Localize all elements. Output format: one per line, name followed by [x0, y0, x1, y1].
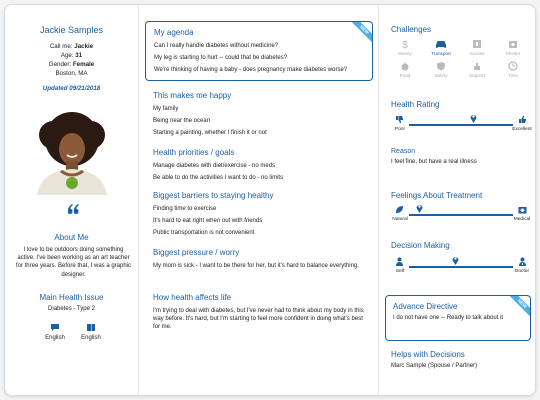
doctor-icon — [518, 257, 527, 266]
health-rating-right-label: Excellent — [512, 127, 532, 132]
apple-icon — [400, 61, 410, 71]
health-affects-text: I'm trying to deal with diabetes, but I've never had to think about my body in this way before. It's hard, but I'm starting to feel more confident in doing what's best for me. — [153, 308, 364, 331]
health-affects-title: How health affects life — [153, 293, 232, 302]
feelings-track — [409, 214, 513, 216]
decision-left-label: Self — [395, 269, 405, 274]
challenge-transport — [427, 39, 455, 56]
advance-directive-title: Advance Directive — [393, 302, 458, 311]
challenge-label: Safety — [434, 73, 448, 78]
barrier-item: It's hard to eat right when out with friends — [153, 218, 263, 225]
thumbs-up-icon — [518, 115, 527, 124]
priorities-section — [153, 148, 370, 186]
challenge-label: Shelter — [505, 51, 521, 56]
slider-pin-icon[interactable] — [452, 255, 459, 265]
advance-directive-text: I do not have one -- Ready to talk about it — [393, 315, 504, 321]
feelings-left-label: Natural — [392, 217, 408, 222]
language-spoken — [35, 323, 75, 341]
challenge-safety — [427, 61, 455, 78]
happy-item: My family — [153, 106, 179, 112]
slider-pin-icon[interactable] — [470, 113, 477, 123]
challenge-shelter — [499, 39, 527, 56]
priority-item: Manage diabetes with diet/exercise - no meds — [153, 163, 276, 169]
health-rating-section — [391, 100, 529, 109]
agenda-item: Can I really handle diabetes without medicine? — [154, 43, 279, 49]
medical-kit-icon — [518, 205, 527, 214]
challenge-access — [463, 39, 491, 56]
speech-bubble-icon — [50, 323, 60, 332]
decision-title: Decision Making — [391, 241, 450, 250]
call-me-line — [5, 43, 138, 51]
hand-icon — [472, 61, 482, 71]
agenda-title: My agenda — [154, 28, 194, 37]
age-value: 31 — [75, 52, 83, 59]
challenge-label: Transport — [431, 51, 451, 56]
shield-icon — [436, 61, 446, 71]
challenge-label: Time — [507, 73, 519, 78]
gender-line — [5, 61, 138, 69]
happy-item: Starting a painting, whether I finish it or not — [153, 130, 267, 137]
quote-icon — [65, 201, 81, 217]
decision-section — [391, 241, 529, 250]
call-me-label: Call me: — [49, 43, 73, 50]
feelings-right-label: Medical — [513, 217, 531, 222]
happy-section — [153, 91, 370, 142]
agenda-item: We're thinking of having a baby - does pregnancy make diabetes worse? — [154, 67, 348, 74]
helps-section — [391, 350, 529, 369]
helps-text: Marc Sample (Spouse / Partner) — [391, 363, 478, 369]
gender-label: Gender: — [48, 61, 72, 68]
age-label: Age: — [60, 52, 74, 59]
challenge-label: Access — [469, 51, 485, 56]
decision-right-label: Doctor — [514, 269, 530, 274]
challenge-money — [391, 39, 419, 56]
challenge-label: Food — [399, 73, 411, 78]
pressure-title: Biggest pressure / worry — [153, 248, 240, 257]
age-line — [5, 52, 138, 60]
language-written — [71, 323, 111, 341]
helps-title: Helps with Decisions — [391, 350, 465, 359]
hospital-icon — [508, 39, 518, 49]
location: Boston, MA — [55, 70, 88, 77]
language-spoken-label: English — [45, 335, 65, 341]
pressure-text: My mom is sick - I want to be there for her, but it's hard to balance everything. — [153, 263, 359, 269]
goals-column — [139, 5, 379, 395]
challenge-time — [499, 61, 527, 78]
priorities-title: Health priorities / goals — [153, 148, 235, 157]
decision-slider[interactable] — [391, 257, 531, 281]
main-health-issue-title: Main Health Issue — [39, 293, 104, 302]
challenge-food — [391, 61, 419, 78]
feelings-section — [391, 191, 529, 200]
barriers-title: Biggest barriers to staying healthy — [153, 191, 274, 200]
preferences-column — [379, 5, 536, 395]
health-rating-slider[interactable] — [391, 115, 531, 139]
slider-pin-icon[interactable] — [416, 203, 423, 213]
book-icon — [86, 323, 96, 332]
about-me-text: I love to be outdoors doing something active. I've been working as an art teacher for three years. Before that, I was a graphic designer. — [15, 247, 132, 278]
challenges-title: Challenges — [391, 25, 432, 34]
updated-date: Updated 09/21/2018 — [42, 85, 101, 92]
barrier-item: Public transportation is not convenient — [153, 230, 255, 237]
patient-name: Jackie Samples — [39, 25, 104, 35]
priority-item: Be able to do the activities I want to do - no limits — [153, 175, 284, 182]
challenges-grid — [391, 39, 531, 83]
happy-title: This makes me happy — [153, 91, 232, 100]
thumbs-down-icon — [395, 115, 404, 124]
avatar — [31, 105, 113, 195]
person-icon — [395, 257, 404, 266]
health-rating-left-label: Poor — [394, 127, 406, 132]
challenge-label: Money — [398, 51, 412, 56]
svg-text:$: $ — [402, 40, 408, 49]
pressure-section — [153, 248, 370, 274]
language-written-label: English — [81, 335, 101, 341]
barriers-section — [153, 191, 370, 242]
money-icon — [400, 39, 410, 49]
leaf-icon — [395, 205, 404, 214]
reason-title: Reason — [391, 148, 416, 155]
profile-column — [5, 5, 139, 395]
new-badge-label: NEW — [506, 296, 530, 320]
call-me-value: Jackie — [74, 43, 94, 50]
main-health-issue-value: Diabetes - Type 2 — [48, 306, 95, 312]
about-me-title: About Me — [54, 233, 89, 242]
agenda-item: My leg is starting to hurt -- could that be diabetes? — [154, 55, 288, 62]
car-icon — [435, 39, 447, 49]
clock-icon — [508, 61, 518, 71]
reason-section — [391, 148, 529, 165]
health-affects-section — [153, 293, 370, 336]
health-rating-track — [409, 124, 513, 126]
feelings-title: Feelings About Treatment — [391, 191, 483, 200]
reason-text: I feel fine, but have a real illness — [391, 159, 477, 165]
barrier-item: Finding time to exercise — [153, 206, 217, 212]
feelings-slider[interactable] — [391, 205, 531, 229]
building-icon — [472, 39, 482, 49]
happy-item: Being near the ocean — [153, 118, 211, 125]
gender-value: Female — [72, 61, 95, 68]
decision-track — [409, 266, 513, 268]
challenge-support — [463, 61, 491, 78]
agenda-box[interactable] — [145, 21, 373, 81]
health-rating-title: Health Rating — [391, 100, 440, 109]
advance-directive-box[interactable] — [385, 295, 531, 341]
challenge-label: Support — [468, 73, 486, 78]
patient-profile-card — [4, 4, 536, 396]
new-badge-label: NEW — [348, 22, 372, 46]
